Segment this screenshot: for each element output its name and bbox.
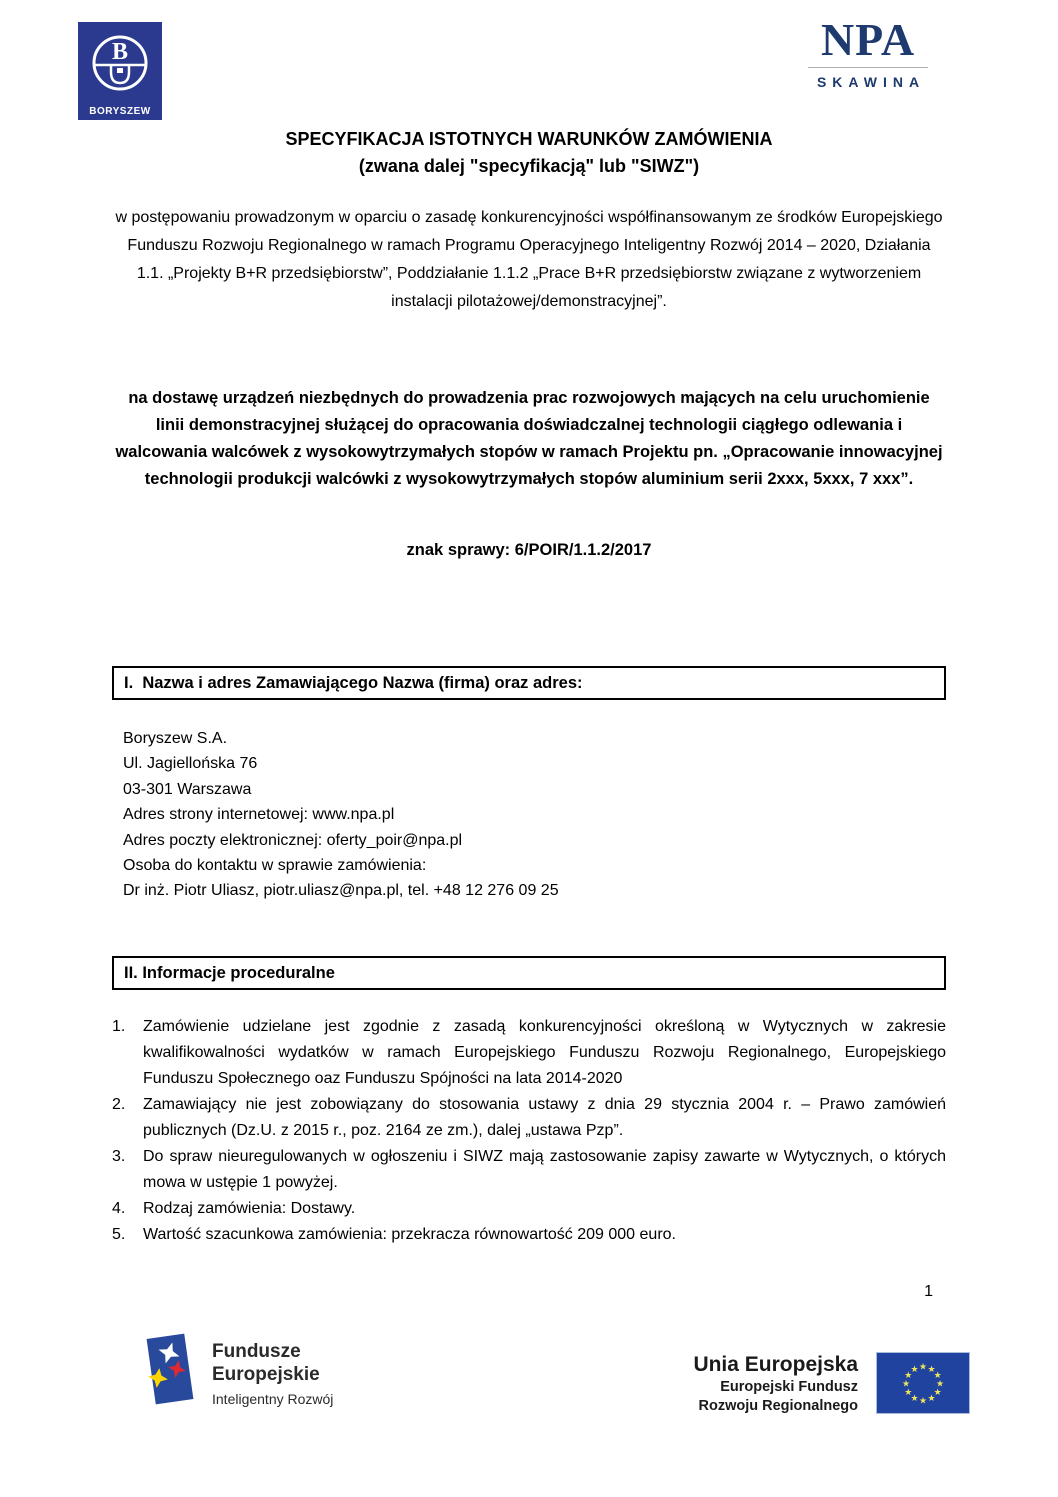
list-item — [112, 1014, 946, 1092]
procedural-list — [112, 1014, 946, 1248]
intro-paragraph: w postępowaniu prowadzonym w oparciu o zasadę konkurencyjności współfinansowanym ze środków Europejskiego Funduszu Rozwoju Regionalnego w ramach Programu Operacyjnego Inteligentny Rozwój 2014 – 2020, Działania 1.1. „Projekty B+R przedsiębiorstw”, Poddziałanie 1.1.2 „Prace B+R przedsiębiorstw związane z wytworzeniem instalacji pilotażowej/demonstracyjnej”. — [115, 209, 943, 310]
fe-flag-icon — [145, 1331, 197, 1411]
svg-text:★: ★ — [935, 1379, 945, 1390]
page-number: 1 — [924, 1283, 933, 1300]
list-item — [112, 1144, 946, 1196]
fe-title-line1: Fundusze — [212, 1341, 301, 1362]
svg-text:★: ★ — [933, 1371, 942, 1381]
list-item-number: 1. — [112, 1018, 126, 1035]
list-item — [112, 1222, 946, 1248]
list-item-text: Rodzaj zamówienia: Dostawy. — [143, 1200, 356, 1217]
fe-subtitle: Inteligentny Rozwój — [212, 1391, 334, 1407]
address-line-website: Adres strony internetowej: www.npa.pl — [123, 806, 395, 824]
npa-subtitle: SKAWINA — [816, 74, 926, 90]
svg-text:★: ★ — [910, 1364, 919, 1375]
list-item-text: Zamawiający nie jest zobowiązany do stosowania ustawy z dnia 29 stycznia 2004 r. – Prawo zamówień publicznych (Dz.U. z 2015 r., poz. 2164 ze zm.), dalej „ustawa Pzp”. — [143, 1096, 946, 1139]
eu-flag-icon — [876, 1352, 970, 1419]
list-item-number: 2. — [112, 1096, 126, 1113]
svg-text:★: ★ — [910, 1394, 919, 1405]
address-line-contact-label: Osoba do kontaktu w sprawie zamówienia: — [123, 857, 427, 875]
svg-text:B: B — [111, 39, 129, 65]
svg-text:★: ★ — [918, 1362, 928, 1373]
address-line-street: Ul. Jagiellońska 76 — [123, 755, 258, 773]
list-item — [112, 1196, 946, 1222]
npa-divider — [808, 67, 928, 68]
boryszew-wordmark: BORYSZEW — [89, 106, 151, 117]
svg-text:★: ★ — [904, 1371, 913, 1381]
svg-text:★: ★ — [927, 1364, 936, 1375]
svg-text:★: ★ — [927, 1394, 936, 1405]
list-item-number: 3. — [112, 1148, 126, 1165]
section-2-heading: II. Informacje proceduralne — [112, 956, 946, 990]
svg-text:★: ★ — [933, 1388, 942, 1398]
unia-europejska-label — [693, 1352, 858, 1416]
subject-paragraph: na dostawę urządzeń niezbędnych do prowadzenia prac rozwojowych mających na celu uruchomienie linii demonstracyjnej służącej do opracowania doświadczalnej technologii ciągłego odlewania i walcowania walcówek z wysokowytrzymałych stopów w ramach Projektu pn. „Opracowanie innowacyjnej technologii produkcji walcówki z wysokowytrzymałych stopów aluminium serii 2xxx, 5xxx, 7 xxx”. — [115, 389, 943, 488]
address-line-email: Adres poczty elektronicznej: oferty_poir@npa.pl — [123, 831, 463, 849]
npa-skawina-logo — [806, 16, 930, 90]
document-title — [112, 126, 946, 180]
document-title-line1: SPECYFIKACJA ISTOTNYCH WARUNKÓW ZAMÓWIENIA — [285, 129, 773, 149]
list-item-text: Do spraw nieuregulowanych w ogłoszeniu i SIWZ mają zastosowanie zapisy zawarte w Wytycznych, o których mowa w ustępie 1 powyżej. — [143, 1148, 946, 1191]
svg-text:★: ★ — [901, 1379, 911, 1390]
ue-subtitle-line2: Rozwoju Regionalnego — [698, 1398, 858, 1414]
fe-title-line2: Europejskie — [212, 1364, 320, 1385]
list-item — [112, 1092, 946, 1144]
list-item-text: Zamówienie udzielane jest zgodnie z zasadą konkurencyjności określoną w Wytycznych w zakresie kwalifikowalności wydatków w ramach Europejskiego Funduszu Rozwoju Regionalnego, Europejskiego Funduszu Społecznego oaz Funduszu Spójności na lata 2014-2020 — [143, 1018, 946, 1087]
fundusze-europejskie-logo — [145, 1331, 333, 1411]
ue-subtitle-line1: Europejski Fundusz — [720, 1379, 858, 1395]
case-number: znak sprawy: 6/POIR/1.1.2/2017 — [406, 541, 652, 559]
document-title-line2: (zwana dalej "specyfikacją" lub "SIWZ") — [358, 156, 700, 176]
address-block — [112, 726, 946, 904]
address-line-company: Boryszew S.A. — [123, 730, 228, 747]
list-item-number: 4. — [112, 1200, 126, 1217]
address-line-city: 03-301 Warszawa — [123, 780, 252, 798]
section-1-heading: I. Nazwa i adres Zamawiającego Nazwa (firma) oraz adres: — [112, 666, 946, 700]
npa-name: NPA — [820, 14, 916, 65]
svg-text:★: ★ — [918, 1396, 928, 1407]
ue-title: Unia Europejska — [693, 1353, 858, 1376]
svg-text:★: ★ — [904, 1388, 913, 1398]
address-line-contact-person: Dr inż. Piotr Uliasz, piotr.uliasz@npa.pl, tel. +48 12 276 09 25 — [123, 882, 559, 900]
boryszew-emblem-icon — [78, 22, 162, 120]
fe-logo-text — [212, 1340, 333, 1407]
list-item-number: 5. — [112, 1226, 126, 1243]
list-item-text: Wartość szacunkowa zamówienia: przekracza równowartość 209 000 euro. — [143, 1226, 676, 1243]
boryszew-logo — [78, 22, 162, 125]
